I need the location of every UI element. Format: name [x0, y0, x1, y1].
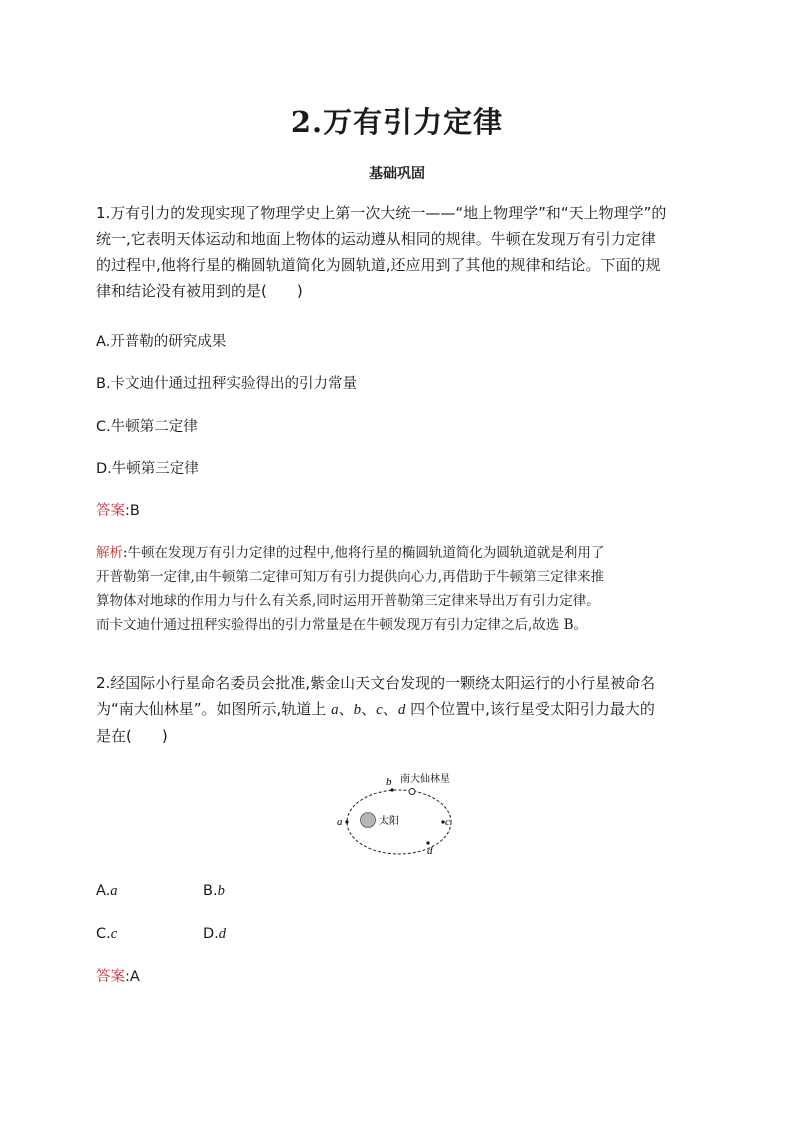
- q1-option-d: D.牛顿第三定律: [96, 461, 199, 477]
- answer-label: 答案: [96, 969, 125, 985]
- point-a-dot: [345, 820, 348, 823]
- orbit-figure: [332, 770, 462, 856]
- point-b-dot: [390, 788, 393, 791]
- q1-option-c: C.牛顿第二定律: [96, 419, 198, 435]
- q1-line-1: 1.万有引力的发现实现了物理学史上第一次大统一——“地上物理学”和“天上物理学”的: [96, 204, 667, 222]
- point-b-label: b: [386, 776, 392, 788]
- answer-value: :A: [125, 969, 140, 985]
- q1-line-3: 的过程中,他将行星的椭圆轨道简化为圆轨道,还应用到了其他的规律和结论。下面的规: [96, 256, 661, 274]
- analysis-line-2: 开普勒第一定律,由牛顿第二定律可知万有引力提供向心力,再借助于牛顿第三定律来推: [96, 569, 605, 585]
- question-2-stem: [96, 670, 698, 749]
- question-1-stem: [96, 200, 698, 304]
- point-a-label: a: [337, 816, 343, 828]
- answer-label: 答案: [96, 503, 125, 519]
- analysis-line-1: 解析:牛顿在发现万有引力定律的过程中,他将行星的椭圆轨道简化为圆轨道就是利用了: [96, 545, 605, 561]
- q1-option-a: A.开普勒的研究成果: [96, 334, 227, 350]
- q1-line-4: 律和结论没有被用到的是( ): [96, 282, 303, 300]
- q2-line-2: 为“南大仙林星”。如图所示,轨道上 a、b、c、d 四个位置中,该行星受太阳引力最大的: [96, 700, 655, 718]
- analysis-label: 解析: [96, 545, 123, 561]
- analysis-line-4: 而卡文迪什通过扭秤实验得出的引力常量是在牛顿发现万有引力定律之后,故选 B。: [96, 617, 588, 633]
- sun-disc: [361, 813, 376, 828]
- q2-line-3: 是在( ): [96, 727, 168, 745]
- q1-analysis: [96, 541, 698, 637]
- section-heading: 基础巩固: [369, 166, 425, 182]
- analysis-line-3: 算物体对地球的作用力与什么有关系,同时运用开普勒第三定律来导出万有引力定律。: [96, 593, 600, 609]
- q1-answer: [96, 501, 140, 521]
- q1-option-b: B.卡文迪什通过扭秤实验得出的引力常量: [96, 376, 358, 392]
- q2-option-c: C.c: [96, 926, 118, 942]
- planet-label: 南大仙林星: [400, 774, 450, 785]
- q2-answer: [96, 967, 140, 987]
- q1-line-2: 统一,它表明天体运动和地面上物体的运动遵从相同的规律。牛顿在发现万有引力定律: [96, 230, 656, 248]
- q2-option-a: A.a: [96, 883, 118, 899]
- answer-value: :B: [125, 503, 140, 519]
- sun-label: 太阳: [379, 816, 399, 827]
- page-title: 2.万有引力定律: [290, 105, 504, 139]
- point-d-label: d: [427, 845, 433, 856]
- planet-marker: [409, 789, 415, 795]
- point-c-label: c: [445, 816, 450, 828]
- q2-line-1: 2.经国际小行星命名委员会批准,紫金山天文台发现的一颗绕太阳运行的小行星被命名: [96, 674, 656, 692]
- q2-option-b: B.b: [203, 883, 225, 899]
- q2-option-d: D.d: [203, 926, 227, 942]
